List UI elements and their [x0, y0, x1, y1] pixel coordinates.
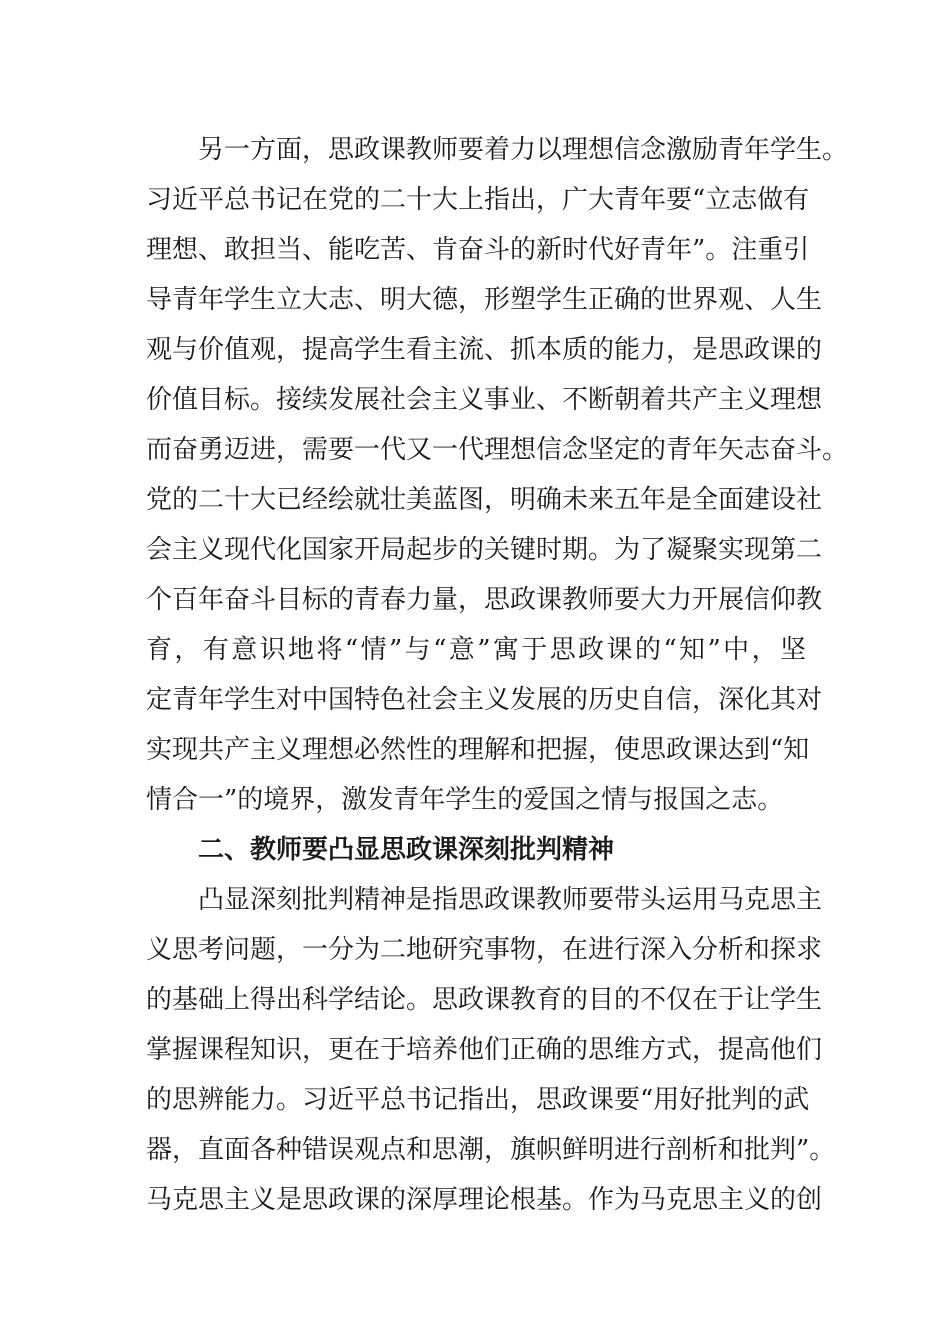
paragraph-1-line-12: 定青年学生对中国特色社会主义发展的历史自信，深化其对	[146, 685, 823, 715]
paragraph-1-line-1: 另一方面，思政课教师要着力以理想信念激励青年学生。	[198, 135, 849, 165]
paragraph-1-line-4: 导青年学生立大志、明大德，形塑学生正确的世界观、人生	[146, 285, 823, 315]
paragraph-2-line-2: 义思考问题，一分为二地研究事物，在进行深入分析和探求	[146, 935, 823, 965]
paragraph-1-line-2: 习近平总书记在党的二十大上指出，广大青年要“立志做有	[146, 185, 810, 215]
section-heading: 二、教师要凸显思政课深刻批判精神	[198, 835, 615, 865]
paragraph-1-line-6: 价值目标。接续发展社会主义事业、不断朝着共产主义理想	[146, 385, 823, 415]
paragraph-1-line-11: 育，有意识地将“情”与“意”寓于思政课的“知”中，坚	[146, 635, 806, 665]
paragraph-2-line-3: 的基础上得出科学结论。思政课教育的目的不仅在于让学生	[146, 985, 823, 1015]
paragraph-1-line-14: 情合一”的境界，激发青年学生的爱国之情与报国之志。	[146, 785, 784, 815]
paragraph-1-line-5: 观与价值观，提高学生看主流、抓本质的能力，是思政课的	[146, 335, 823, 365]
paragraph-2-line-6: 器，直面各种错误观点和思潮，旗帜鲜明进行剖析和批判”。	[146, 1135, 836, 1165]
paragraph-2-line-4: 掌握课程知识，更在于培养他们正确的思维方式，提高他们	[146, 1035, 823, 1065]
paragraph-1-line-7: 而奋勇迈进，需要一代又一代理想信念坚定的青年矢志奋斗。	[146, 435, 849, 465]
paragraph-1-line-8: 党的二十大已经绘就壮美蓝图，明确未来五年是全面建设社	[146, 485, 823, 515]
paragraph-1-line-3: 理想、敢担当、能吃苦、肯奋斗的新时代好青年”。注重引	[146, 235, 810, 265]
paragraph-1-line-13: 实现共产主义理想必然性的理解和把握，使思政课达到“知	[146, 735, 810, 765]
paragraph-2-line-5: 的思辨能力。习近平总书记指出，思政课要“用好批判的武	[146, 1085, 810, 1115]
paragraph-1-line-9: 会主义现代化国家开局起步的关键时期。为了凝聚实现第二	[146, 535, 823, 565]
paragraph-2-line-7: 马克思主义是思政课的深厚理论根基。作为马克思主义的创	[146, 1185, 823, 1215]
paragraph-2-line-1: 凸显深刻批判精神是指思政课教师要带头运用马克思主	[198, 885, 823, 915]
paragraph-1-line-10: 个百年奋斗目标的青春力量，思政课教师要大力开展信仰教	[146, 585, 823, 615]
